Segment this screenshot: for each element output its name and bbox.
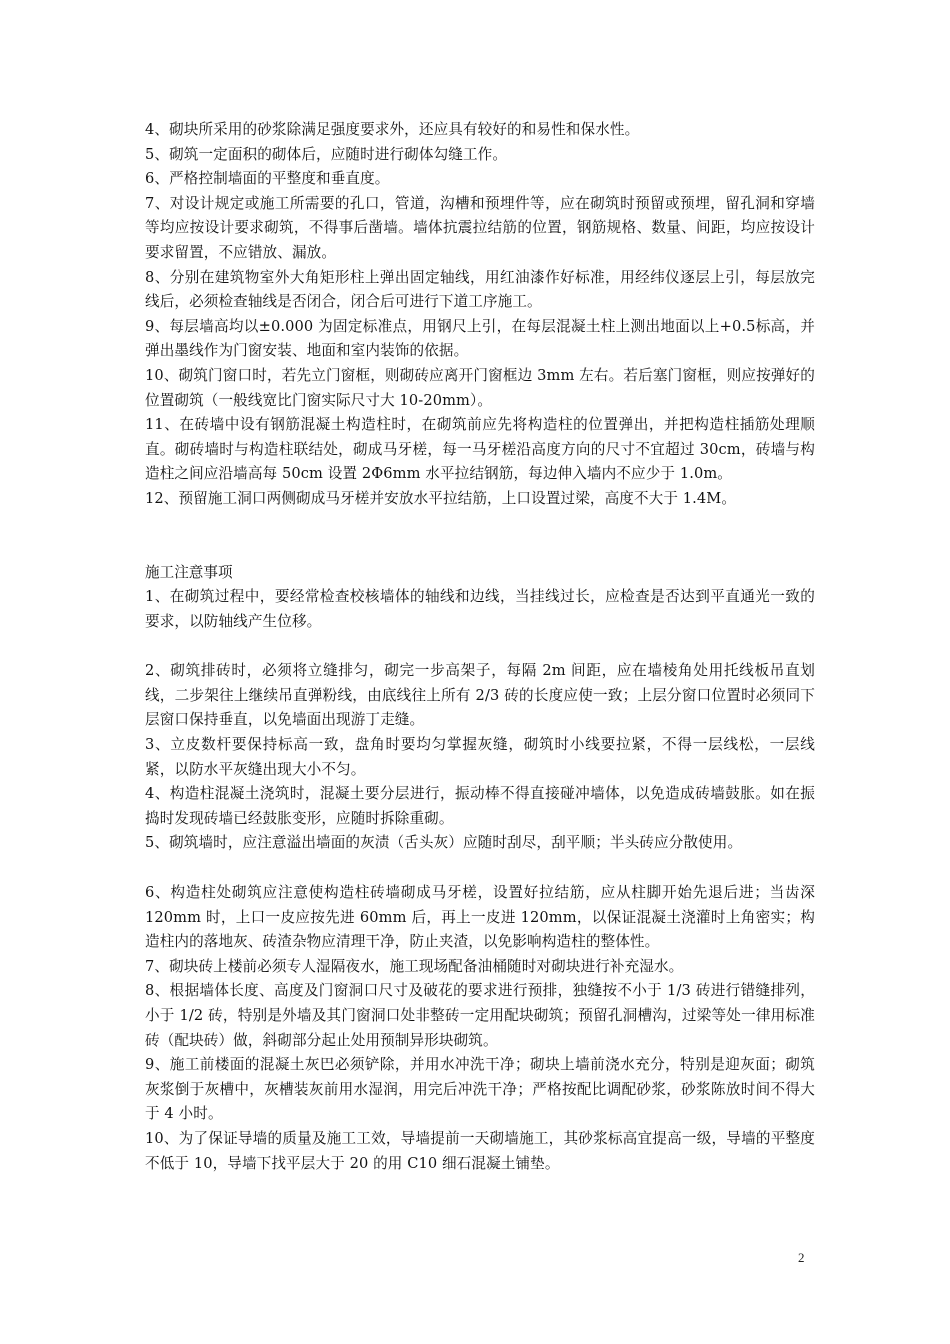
paragraph: 1、在砌筑过程中，要经常检查校核墙体的轴线和边线，当挂线过长，应检查是否达到平直通光一致的要求，以防轴线产生位移。 bbox=[145, 588, 815, 630]
paragraph: 5、砌筑一定面积的砌体后，应随时进行砌体勾缝工作。 bbox=[145, 145, 508, 163]
paragraph: 10、为了保证导墙的质量及施工工效，导墙提前一天砌墙施工，其砂浆标高宜提高一级，导墙的平整度不低于 10，导墙下找平层大于 20 的用 C10 细石混凝土铺垫。 bbox=[145, 1129, 815, 1172]
paragraph: 9、施工前楼面的混凝土灰巴必须铲除，并用水冲洗干净；砌块上墙前浇水充分，特别是迎灰面；砌筑灰浆倒于灰槽中，灰槽装灰前用水湿润，用完后冲洗干净；严格按配比调配砂浆，砂浆陈放时间不得大于 4 小时。 bbox=[145, 1056, 815, 1123]
page-number: 2 bbox=[798, 1250, 805, 1265]
paragraph: 12、预留施工洞口两侧砌成马牙槎并安放水平拉结筋，上口设置过梁，高度不大于 1.4M。 bbox=[145, 489, 737, 507]
spacer bbox=[145, 512, 815, 561]
paragraph: 7、砌块砖上楼前必须专人湿隔夜水，施工现场配备油桶随时对砌块进行补充湿水。 bbox=[145, 957, 684, 975]
document-body bbox=[145, 118, 815, 1176]
paragraph: 4、构造柱混凝土浇筑时，混凝土要分层进行，振动棒不得直接碰冲墙体，以免造成砖墙鼓胀。如在振捣时发现砖墙已经鼓胀变形，应随时拆除重砌。 bbox=[145, 785, 815, 827]
paragraph: 10、砌筑门窗口时，若先立门窗框，则砌砖应离开门窗框边 3mm 左右。若后塞门窗框，则应按弹好的位置砌筑（一般线宽比门窗实际尺寸大 10-20mm）。 bbox=[145, 366, 815, 409]
paragraph: 8、分别在建筑物室外大角矩形柱上弹出固定轴线，用红油漆作好标准，用经纬仪逐层上引，每层放完线后，必须检查轴线是否闭合，闭合后可进行下道工序施工。 bbox=[145, 268, 815, 311]
paragraph: 8、根据墙体长度、高度及门窗洞口尺寸及破花的要求进行预排，独缝按不小于 1/3 砖进行错缝排列，小于 1/2 砖，特别是外墙及其门窗洞口处非整砖一定用配块砌筑；预留孔洞槽沟，过梁等处一律用标准砖（配块砖）做，斜砌部分起止处用预制异形块砌筑。 bbox=[145, 982, 815, 1049]
paragraph: 6、严格控制墙面的平整度和垂直度。 bbox=[145, 170, 390, 188]
spacer bbox=[145, 856, 815, 881]
paragraph: 4、砌块所采用的砂浆除满足强度要求外，还应具有较好的和易性和保水性。 bbox=[145, 121, 640, 138]
paragraph: 9、每层墙高均以±0.000 为固定标准点，用钢尺上引，在每层混凝土柱上测出地面以上+0.5标高，并弹出墨线作为门窗安装、地面和室内装饰的依据。 bbox=[145, 317, 815, 360]
paragraph: 11、在砖墙中设有钢筋混凝土构造柱时，在砌筑前应先将构造柱的位置弹出，并把构造柱插筋处理顺直。砌砖墙时与构造柱联结处，砌成马牙槎，每一马牙槎沿高度方向的尺寸不宜超过 30cm，砖墙与构造柱之间应沿墙高每 50cm 设置 2Φ6mm 水平拉结钢筋，每边伸入墙内不应少于 1.0m。 bbox=[145, 416, 815, 483]
paragraph: 6、构造柱处砌筑应注意使构造柱砖墙砌成马牙槎，设置好拉结筋，应从柱脚开始先退后进；当齿深 120mm 时，上口一皮应按先进 60mm 后，再上一皮进 120mm，以保证混凝土浇灌时上角密实；构造柱内的落地灰、砖渣杂物应清理干净，防止夹渣，以免影响构造柱的整体性。 bbox=[145, 884, 815, 951]
paragraph: 3、立皮数杆要保持标高一致，盘角时要均匀掌握灰缝，砌筑时小线要拉紧，不得一层线松，一层线紧，以防水平灰缝出现大小不匀。 bbox=[145, 736, 815, 778]
paragraph: 5、砌筑墙时，应注意溢出墙面的灰渍（舌头灰）应随时刮尽，刮平顺；半头砖应分散使用。 bbox=[145, 834, 743, 852]
spacer bbox=[145, 634, 815, 659]
paragraph: 2、砌筑排砖时，必须将立缝排匀，砌完一步高架子，每隔 2m 间距，应在墙棱角处用托线板吊直划线，二步架往上继续吊直弹粉线，由底线往上所有 2/3 砖的长度应使一致；上层分窗口位置时必须同下层窗口保持垂直，以免墙面出现游丁走缝。 bbox=[145, 662, 815, 729]
section-title: 施工注意事项 bbox=[145, 563, 233, 581]
paragraph: 7、对设计规定或施工所需要的孔口，管道，沟槽和预埋件等，应在砌筑时预留或预埋，留孔洞和穿墙等均应按设计要求砌筑，不得事后凿墙。墙体抗震拉结筋的位置，钢筋规格、数量、间距，均应按设计要求留置，不应错放、漏放。 bbox=[145, 194, 815, 261]
